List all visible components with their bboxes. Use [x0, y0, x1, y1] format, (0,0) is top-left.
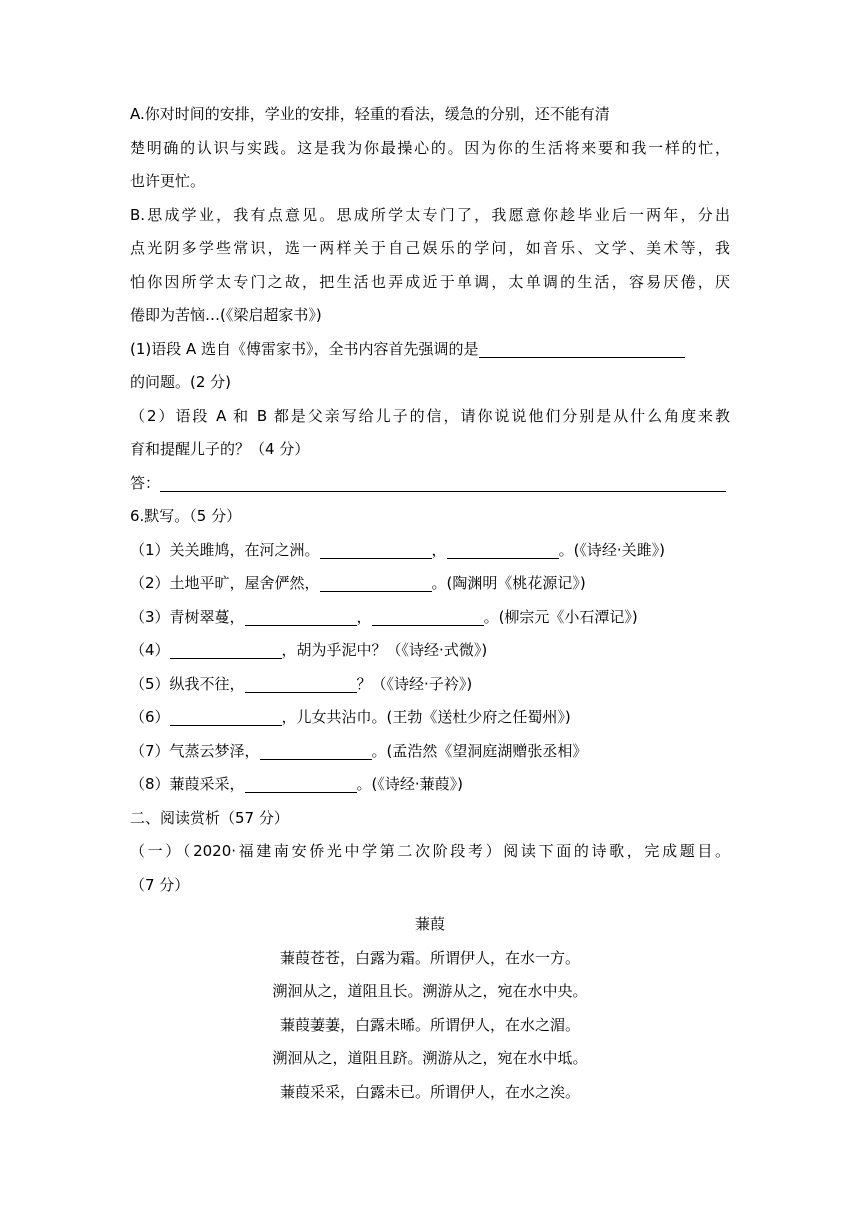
passage-a-line-1: A.你对时间的安排，学业的安排，轻重的看法，缓急的分别，还不能有清: [130, 105, 610, 123]
dictation-item-4: [130, 634, 730, 668]
answer-blank[interactable]: [245, 607, 357, 626]
item-text: 。(孟浩然《望洞庭湖赠张丞相》: [371, 741, 588, 760]
question-1-prompt: (1)语段 A 选自《傅雷家书》，全书内容首先强调的是: [130, 339, 479, 358]
item-text: （7）气蒸云梦泽，: [130, 741, 260, 760]
answer-blank[interactable]: [320, 573, 432, 592]
item-text: ？（《诗经·子衿》): [356, 674, 473, 693]
item-text: （1）关关雎鸠，在河之洲。: [130, 540, 320, 559]
question-6-heading: 6.默写。（5 分）: [130, 507, 242, 525]
question-2-answer: [130, 467, 730, 501]
passage-b-line-1: B.思成学业，我有点意见。思成所学太专门了，我愿意你趁毕业后一两年，分出: [130, 205, 730, 224]
answer-blank[interactable]: [447, 540, 559, 559]
answer-blank[interactable]: [170, 640, 282, 659]
item-text: （2）土地平旷，屋舍俨然，: [130, 574, 320, 592]
answer-blank[interactable]: [260, 741, 372, 760]
item-text: 。(陶渊明《桃花源记》): [431, 574, 586, 592]
answer-blank[interactable]: [245, 774, 357, 793]
poem-line: 溯洄从之，道阻且跻。溯游从之，宛在水中坻。: [272, 1049, 588, 1067]
poem-line: 溯洄从之，道阻且长。溯游从之，宛在水中央。: [272, 982, 588, 1000]
question-1-suffix: 的问题。(2 分): [130, 373, 232, 391]
passage-a-line-2: 楚明确的认识与实践。这是我为你最操心的。因为你的生活将来要和我一样的忙，: [130, 138, 730, 157]
answer-label: 答：: [130, 473, 161, 492]
item-text: （5）纵我不往，: [130, 674, 245, 693]
question-1: [130, 333, 730, 367]
item-text: （8）蒹葭采采，: [130, 775, 245, 793]
section-2-heading: 二、阅读赏析（57 分）: [130, 808, 289, 827]
item-text: ，: [431, 540, 447, 559]
item-text: ，胡为乎泥中？（《诗经·式微》): [281, 641, 488, 659]
dictation-item-7: [130, 735, 730, 769]
answer-blank[interactable]: [372, 607, 484, 626]
dictation-item-1: [130, 534, 730, 568]
answer-blank[interactable]: [245, 674, 357, 693]
item-text: （6）: [130, 708, 170, 726]
document-body: [130, 98, 730, 902]
poem-line: 蒹葭采采，白露未已。所谓伊人，在水之涘。: [279, 1082, 580, 1101]
section-2-intro-line-1: （一）（2020·福建南安侨光中学第二次阶段考）阅读下面的诗歌，完成题目。: [130, 842, 730, 860]
poem-title: 蒹葭: [414, 915, 445, 933]
question-2-line-1: （2）语段 A 和 B 都是父亲写给儿子的信，请你说说他们分别是从什么角度来教: [130, 406, 730, 425]
answer-blank[interactable]: [170, 707, 282, 726]
item-text: 。(《诗经·蒹葭》): [356, 775, 464, 793]
item-text: （3）青树翠蔓，: [130, 607, 245, 626]
dictation-item-8: [130, 768, 730, 802]
item-text: （4）: [130, 641, 170, 659]
passage-b-line-3: 怕你因所学太专门之故，把生活也弄成近于单调，太单调的生活，容易厌倦，厌: [130, 272, 730, 291]
passage-b-line-4: 倦即为苦恼…(《梁启超家书》): [130, 306, 322, 324]
item-text: 。(柳宗元《小石潭记》): [483, 607, 638, 626]
dictation-item-2: [130, 567, 730, 601]
poem-line: 蒹葭萋萋，白露未晞。所谓伊人，在水之湄。: [279, 1015, 580, 1034]
item-text: ，: [356, 607, 372, 626]
answer-blank[interactable]: [160, 473, 726, 492]
dictation-item-5: [130, 668, 730, 702]
poem: [130, 908, 730, 1109]
dictation-item-6: [130, 701, 730, 735]
answer-blank[interactable]: [320, 540, 432, 559]
question-2-line-2: 育和提醒儿子的？（4 分）: [130, 440, 310, 458]
answer-blank[interactable]: [479, 339, 685, 358]
passage-a-line-3: 也许更忙。: [130, 172, 206, 190]
dictation-item-3: [130, 601, 730, 635]
item-text: 。(《诗经·关雎》): [558, 540, 666, 559]
poem-line: 蒹葭苍苍，白露为霜。所谓伊人，在水一方。: [279, 948, 580, 967]
passage-b-line-2: 点光阴多学些常识，选一两样关于自己娱乐的学问，如音乐、文学、美术等，我: [130, 239, 730, 257]
item-text: ，儿女共沾巾。(王勃《送杜少府之任蜀州》): [281, 708, 571, 726]
section-2-intro-line-2: （7 分）: [130, 875, 190, 894]
